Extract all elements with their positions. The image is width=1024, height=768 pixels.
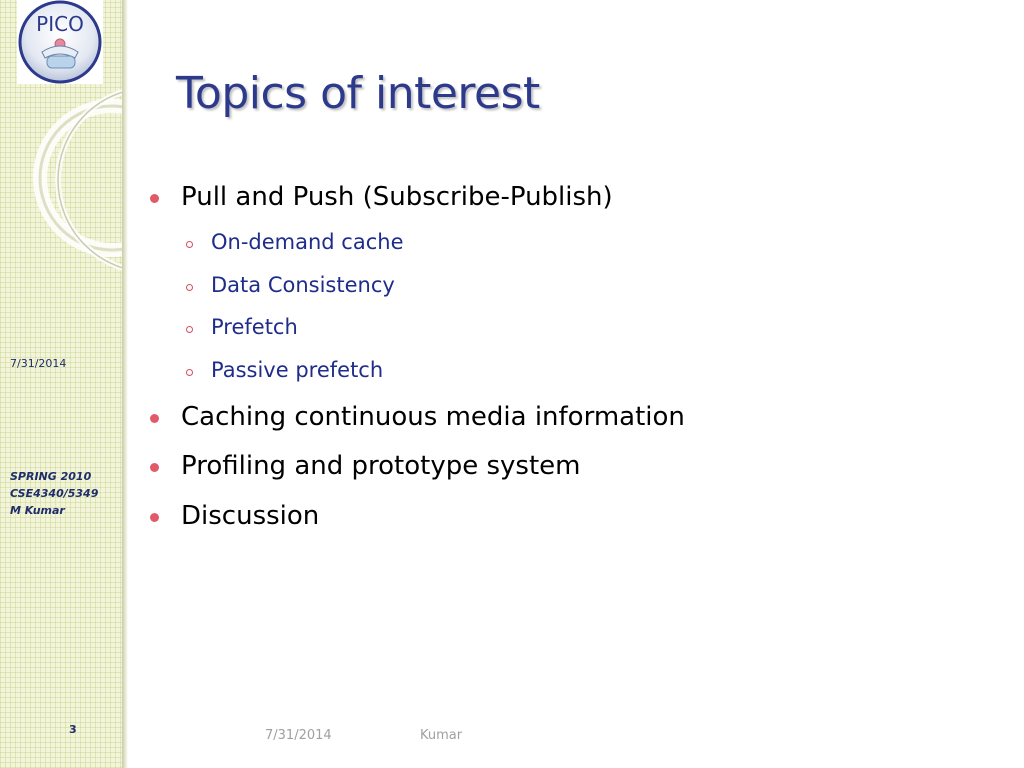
bullet-text: Pull and Push (Subscribe-Publish) xyxy=(181,182,613,212)
course-instructor: M Kumar xyxy=(10,504,65,517)
bullet-marker xyxy=(150,414,159,423)
slide-number: 3 xyxy=(69,723,77,736)
sidebar-panel xyxy=(0,0,122,768)
footer-date: 7/31/2014 xyxy=(265,728,332,743)
footer-author: Kumar xyxy=(420,728,463,743)
sidebar-edge xyxy=(122,0,128,768)
sub-bullet-text: Data Consistency xyxy=(211,273,395,297)
course-code: CSE4340/5349 xyxy=(10,487,99,500)
slide-title: Topics of interest xyxy=(176,68,540,119)
bullet-marker xyxy=(150,463,159,472)
logo-text: PICO xyxy=(36,12,84,36)
pico-logo xyxy=(17,0,103,84)
sidebar-date: 7/31/2014 xyxy=(10,357,67,370)
bullet-text: Profiling and prototype system xyxy=(181,451,581,481)
sub-bullet-text: On-demand cache xyxy=(211,230,404,254)
course-info xyxy=(10,468,98,519)
sub-bullet-marker xyxy=(186,241,193,248)
sub-bullet-text: Passive prefetch xyxy=(211,358,384,382)
bullet-marker xyxy=(150,513,159,522)
sub-bullet-text: Prefetch xyxy=(211,315,298,339)
sub-bullet-marker xyxy=(186,284,193,291)
sub-bullet-marker xyxy=(186,326,193,333)
bullet-text: Caching continuous media information xyxy=(181,402,685,432)
sub-bullet-marker xyxy=(186,369,193,376)
bullet-text: Discussion xyxy=(181,501,320,531)
bullet-marker xyxy=(150,194,159,203)
course-term: SPRING 2010 xyxy=(10,470,92,483)
logo-figure-base xyxy=(47,56,75,68)
decorative-arcs xyxy=(0,0,122,768)
